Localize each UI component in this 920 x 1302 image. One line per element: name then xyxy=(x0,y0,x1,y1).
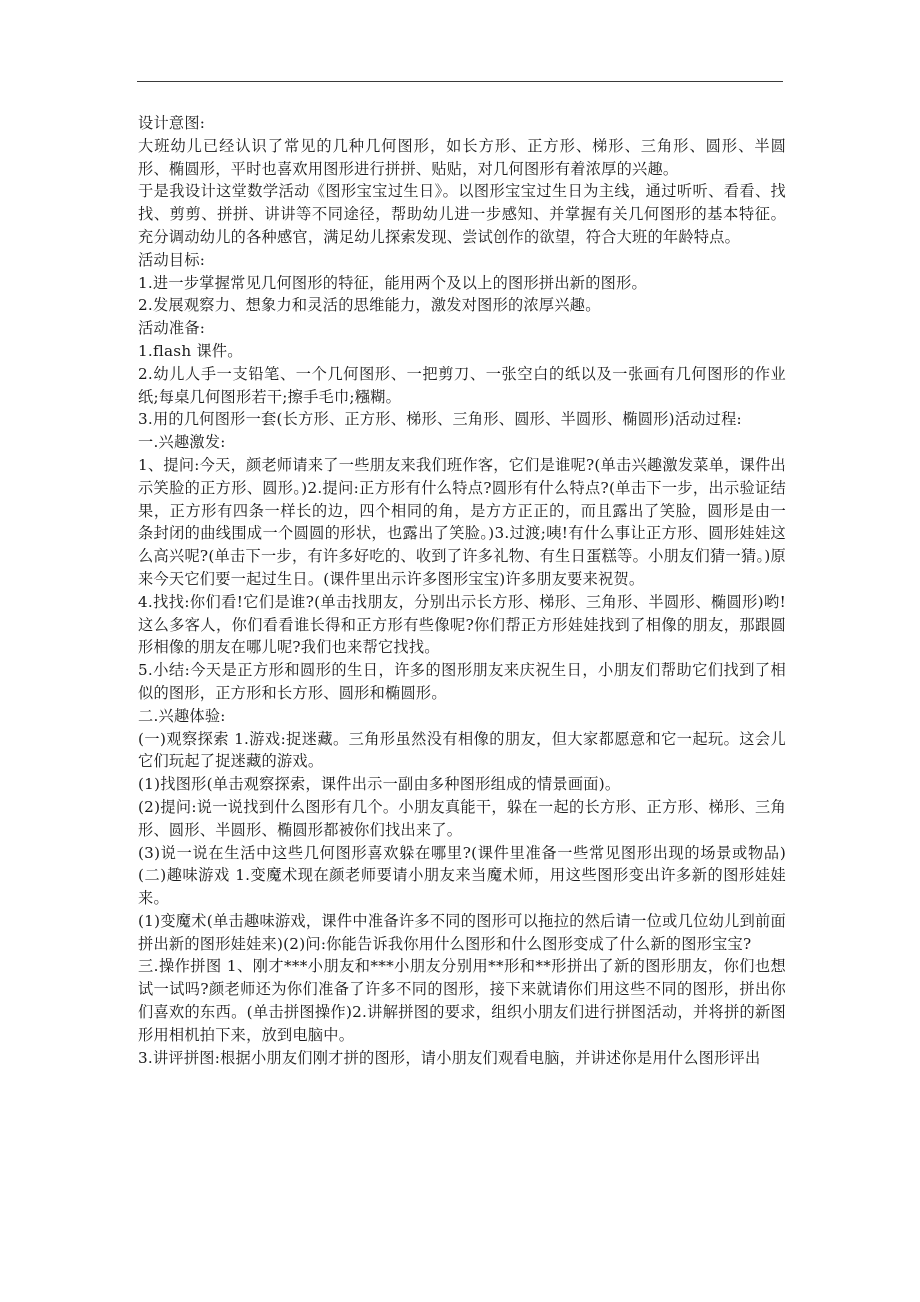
section-2-paragraph-1: (一)观察探索 1.游戏:捉迷藏。三角形虽然没有相像的朋友，但大家都愿意和它一起玩。这会儿它们玩起了捉迷藏的游戏。 xyxy=(138,729,786,771)
section-1-paragraph-4: 4.找找:你们看!它们是谁?(单击找朋友，分别出示长方形、梯形、三角形、半圆形、椭圆形)哟!这么多客人，你们看看谁长得和正方形有些像呢?你们帮正方形娃娃找到了相像的朋友，那跟圆形相像的朋友在哪儿呢?我们也来帮它找找。 xyxy=(138,592,786,657)
section-2-paragraph-2: (1)找图形(单击观察探索，课件出示一副由多种图形组成的情景画面)。 xyxy=(138,775,621,794)
section-2-paragraph-5: (1)变魔术(单击趣味游戏，课件中准备许多不同的图形可以拖拉的然后请一位或几位幼儿到前面拼出新的图形娃娃来)(2)问:你能告诉我你用什么图形和什么图形变成了什么新的图形宝宝? xyxy=(138,911,786,953)
goal-item-1: 1.进一步掌握常见几何图形的特征，能用两个及以上的图形拼出新的图形。 xyxy=(138,273,647,292)
section-3-paragraph-2: 3.讲评拼图:根据小朋友们刚才拼的图形，请小朋友们观看电脑，并讲述你是用什么图形评出 xyxy=(138,1048,761,1067)
paragraph-design-intent-2: 于是我设计这堂数学活动《图形宝宝过生日》。以图形宝宝过生日为主线，通过听听、看看、找找、剪剪、拼拼、讲讲等不同途径，帮助幼儿进一步感知、并掌握有关几何图形的基本特征。充分调动幼儿的各种感官，满足幼儿探索发现、尝试创作的欲望，符合大班的年龄特点。 xyxy=(138,182,786,246)
section-1-summary: 5.小结:今天是正方形和圆形的生日，许多的图形朋友来庆祝生日，小朋友们帮助它们找到了相似的图形，正方形和长方形、圆形和椭圆形。 xyxy=(138,661,786,702)
header-rule xyxy=(137,81,783,82)
heading-section-2: 二.兴趣体验: xyxy=(138,706,226,725)
heading-design-intent: 设计意图: xyxy=(138,114,206,132)
section-3-paragraph-1: 三.操作拼图 1、刚才***小朋友和***小朋友分别用**形和**形拼出了新的图形朋友，你们也想试一试吗?颜老师还为你们准备了许多不同的图形，接下来就请你们用这些不同的图形，拼出你们喜欢的东西。(单击拼图操作)2.讲解拼图的要求，组织小朋友们进行拼图活动，并将拼的新图形用相机拍下来，放到电脑中。 xyxy=(138,957,786,1044)
preparation-item-2: 2.幼儿人手一支铅笔、一个几何图形、一把剪刀、一张空白的纸以及一张画有几何图形的作业纸;每桌几何图形若干;擦手毛巾;糨糊。 xyxy=(138,364,786,406)
heading-section-1: 一.兴趣激发: xyxy=(138,433,226,452)
heading-activity-preparation: 活动准备: xyxy=(138,319,206,338)
document-body xyxy=(138,112,786,1069)
preparation-item-1: 1.flash 课件。 xyxy=(138,341,243,360)
preparation-item-3: 3.用的几何图形一套(长方形、正方形、梯形、三角形、圆形、半圆形、椭圆形)活动过程: xyxy=(138,410,742,429)
goal-item-2: 2.发展观察力、想象力和灵活的思维能力，激发对图形的浓厚兴趣。 xyxy=(138,296,601,315)
section-2-paragraph-3: (2)提问:说一说找到什么图形有几个。小朋友真能干，躲在一起的长方形、正方形、梯形、三角形、圆形、半圆形、椭圆形都被你们找出来了。 xyxy=(138,797,786,839)
section-2-paragraph-4: (3)说一说在生活中这些几何图形喜欢躲在哪里?(课件里准备一些常见图形出现的场景或物品)(二)趣味游戏 1.变魔术现在颜老师要请小朋友来当魔术师，用这些图形变出许多新的图形娃娃来。 xyxy=(138,843,786,908)
section-1-paragraph-1: 1、提问:今天，颜老师请来了一些朋友来我们班作客，它们是谁呢?(单击兴趣激发菜单，课件出示笑脸的正方形、圆形。)2.提问:正方形有什么特点?圆形有什么特点?(单击下一步，出示验证结果，正方形有四条一样长的边，四个相同的角，是方方正正的，而且露出了笑脸，圆形是由一条封闭的曲线围成一个圆圆的形状，也露出了笑脸。)3.过渡;咦!有什么事让正方形、圆形娃娃这么高兴呢?(单击下一步，有许多好吃的、收到了许多礼物、有生日蛋糕等。小朋友们猜一猜。)原来今天它们要一起过生日。(课件里出示许多图形宝宝)许多朋友要来祝贺。 xyxy=(138,455,786,588)
paragraph-design-intent-1: 大班幼儿已经认识了常见的几种几何图形，如长方形、正方形、梯形、三角形、圆形、半圆形、椭圆形，平时也喜欢用图形进行拼拼、贴贴，对几何图形有着浓厚的兴趣。 xyxy=(138,136,786,178)
heading-activity-goals: 活动目标: xyxy=(138,250,206,269)
